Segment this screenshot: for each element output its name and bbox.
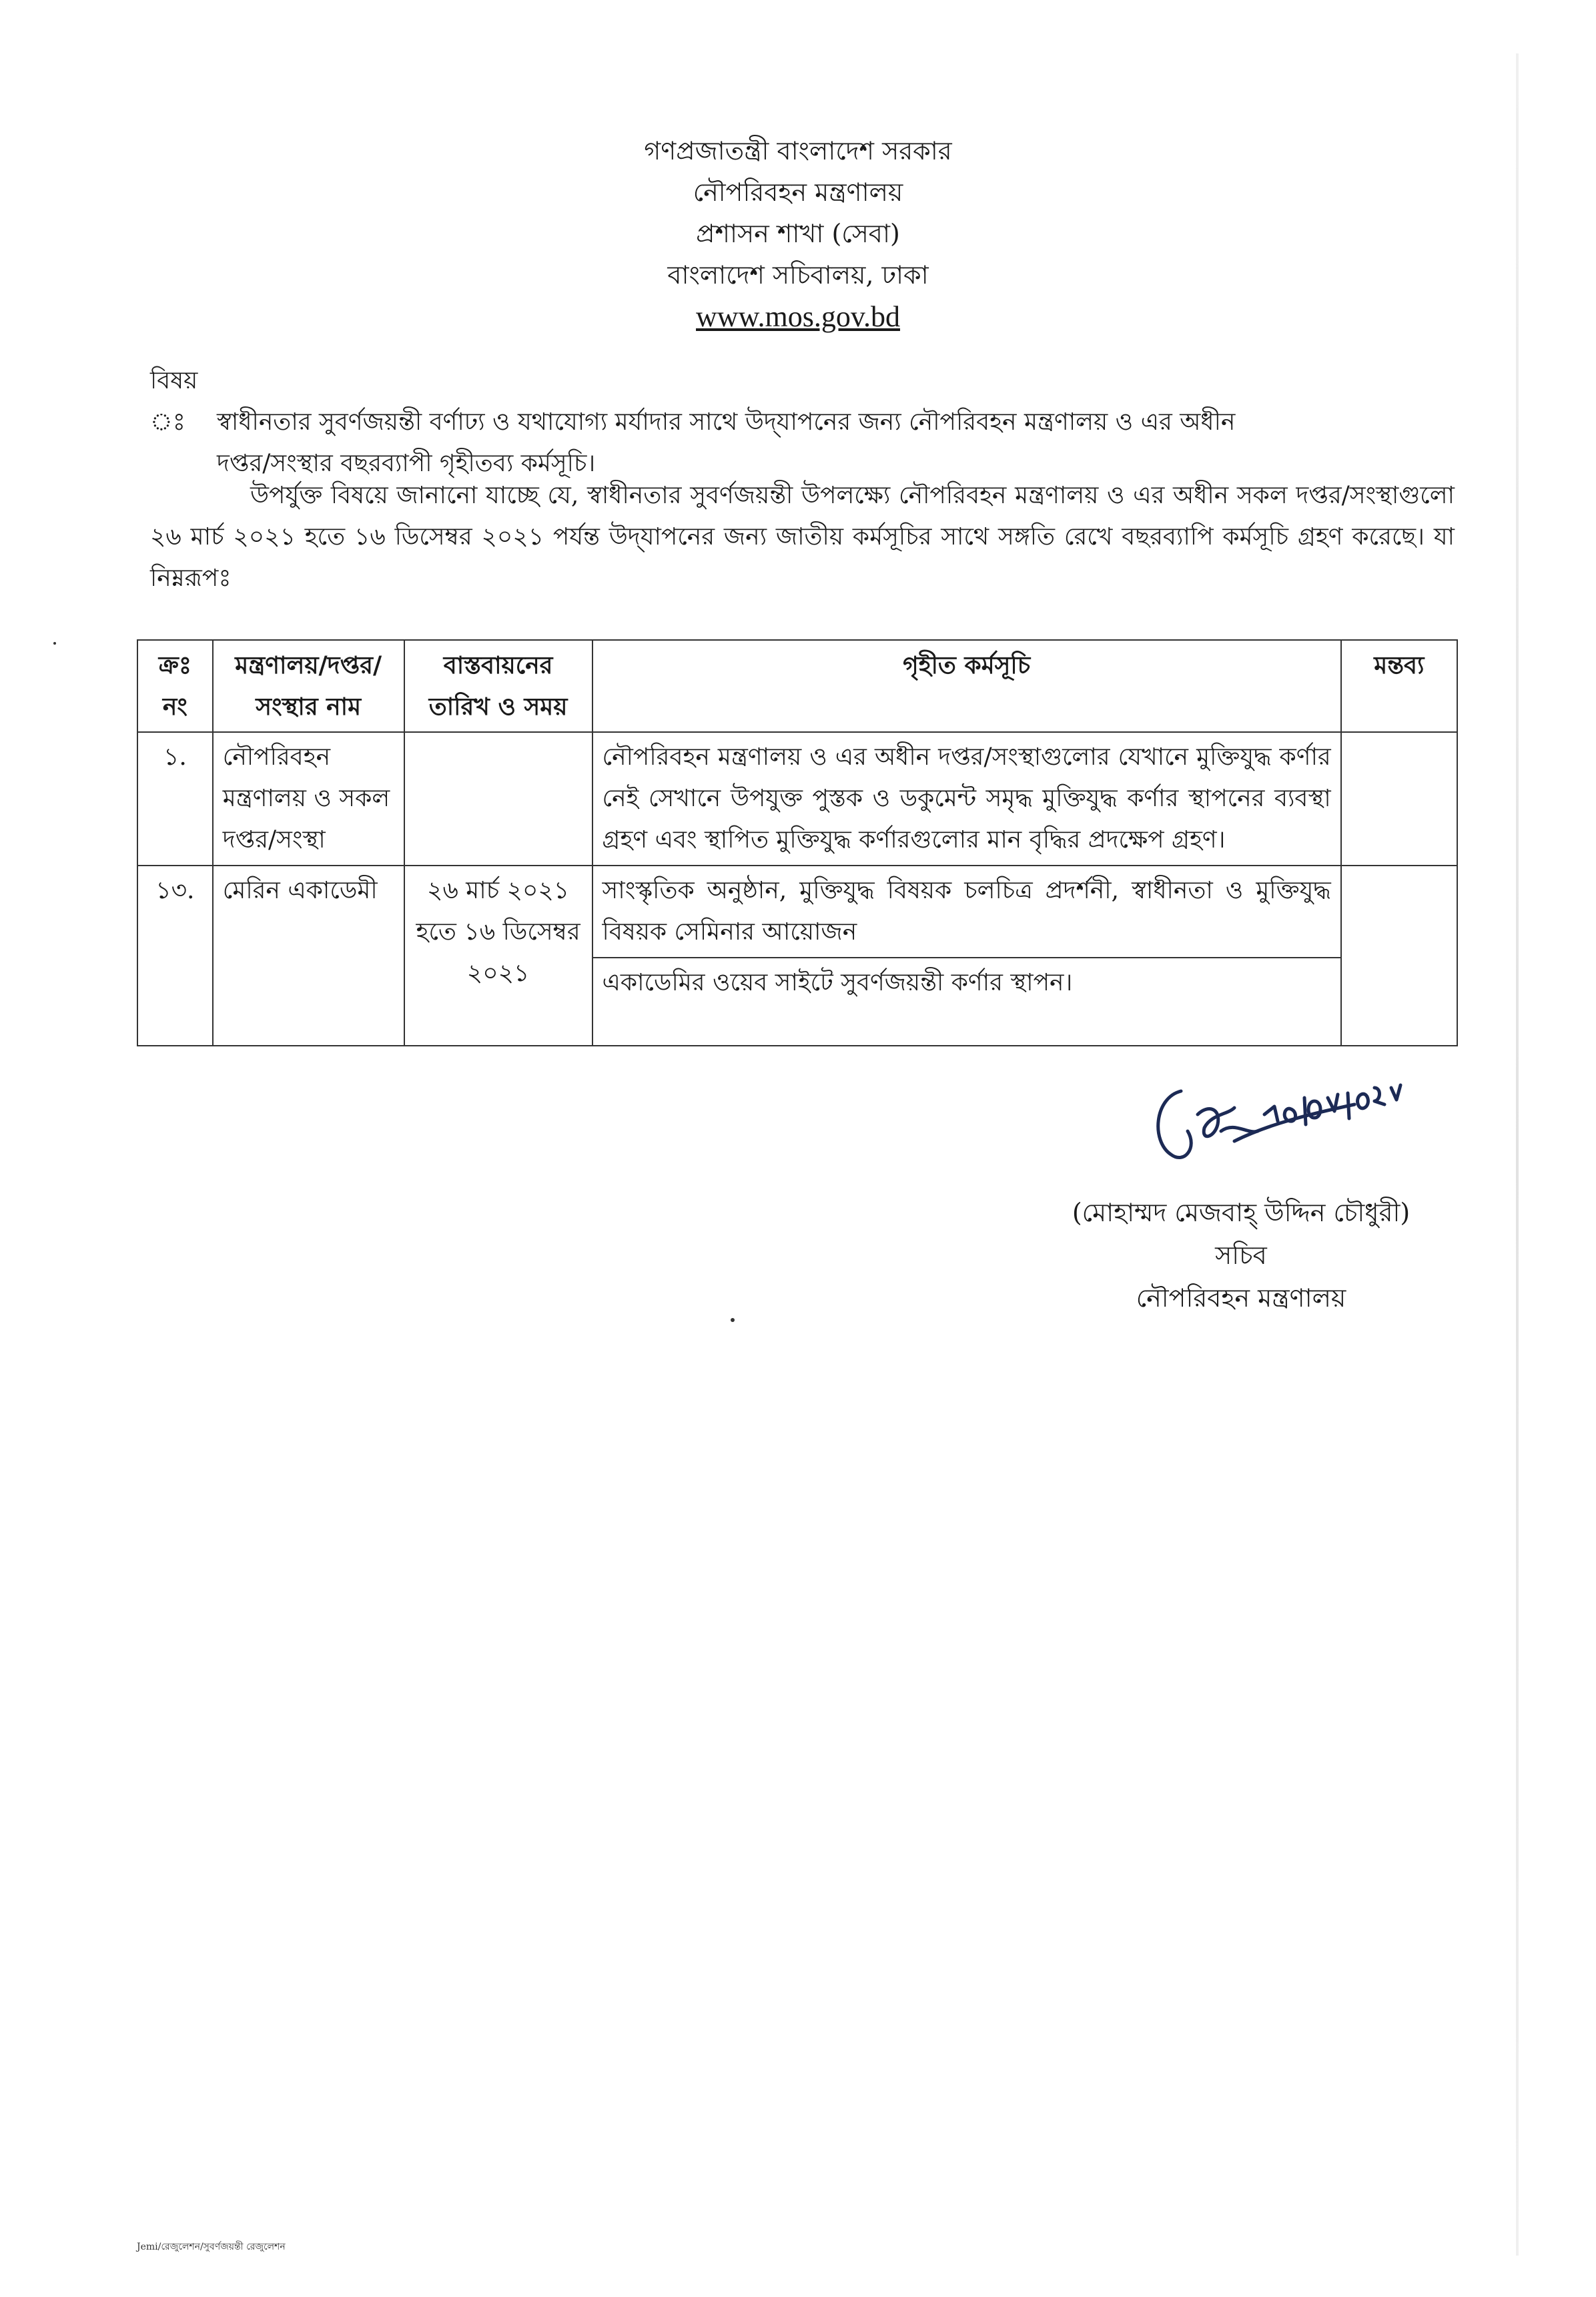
header-serial: ক্রঃ নং xyxy=(137,640,213,732)
signatory-designation: সচিব xyxy=(1215,1241,1267,1270)
body-paragraph: উপর্যুক্ত বিষয়ে জানানো যাচ্ছে যে, স্বাধীনতার সুবর্ণজয়ন্তী উপলক্ষ্যে নৌপরিবহন মন্ত্রণালয় ও এর অধীন সকল দপ্তর/সংস্থাগুলো ২৬ মার্চ ২০২১ হতে ১৬ ডিসেম্বর ২০২১ পর্যন্ত উদ্‌যাপনের জন্য জাতীয় কর্মসূচির সাথে সঙ্গতি রেখে বছরব্যাপি কর্মসূচি গ্রহণ করেছে। যা নিম্নরূপঃ xyxy=(150,482,1455,592)
signatory-office: নৌপরিবহন মন্ত্রণালয় xyxy=(1136,1283,1346,1313)
row-remarks xyxy=(1341,866,1457,1046)
government-name: গণপ্রজাতন্ত্রী বাংলাদেশ সরকার xyxy=(644,136,952,166)
subject-text-1: স্বাধীনতার সুবর্ণজয়ন্তী বর্ণাঢ্য ও যথাযোগ্য মর্যাদার সাথে উদ্‌যাপনের জন্য নৌপরিবহন মন্ত্রণালয় ও এর অধীন xyxy=(217,408,1236,436)
scan-edge-shadow xyxy=(1516,53,1519,2256)
scan-speck xyxy=(53,642,56,645)
header-implementation-date: বাস্তবায়নের তারিখ ও সময় xyxy=(404,640,592,732)
file-reference-footnote: Jemi/রেজুলেশন/সুবর্ণজয়ন্তী রেজুলেশন xyxy=(137,2242,286,2252)
signatory-name: (মোহাম্মদ মেজবাহ্‌ উদ্দিন চৌধুরী) xyxy=(1072,1198,1411,1227)
row-date: ২৬ মার্চ ২০২১ হতে ১৬ ডিসেম্বর ২০২১ xyxy=(404,866,592,1046)
section-name: প্রশাসন শাখা (সেবা) xyxy=(696,219,900,248)
office-address: বাংলাদেশ সচিবালয়, ঢাকা xyxy=(667,260,929,290)
subject-block xyxy=(150,360,1455,484)
row-serial: ১. xyxy=(137,732,213,866)
row-program-item: সাংস্কৃতিক অনুষ্ঠান, মুক্তিযুদ্ধ বিষয়ক চলচিত্র প্রদর্শনী, স্বাধীনতা ও মুক্তিযুদ্ধ বিষয়ক সেমিনার আয়োজন xyxy=(592,866,1341,958)
row-program-item: একাডেমির ওয়েব সাইটে সুবর্ণজয়ন্তী কর্ণার স্থাপন। xyxy=(592,958,1341,1046)
program-table xyxy=(137,639,1458,1046)
scan-speck xyxy=(731,1318,735,1322)
ministry-name: নৌপরিবহন মন্ত্রণালয় xyxy=(693,178,903,207)
table-header-row xyxy=(137,640,1457,732)
table-row xyxy=(137,866,1457,958)
row-serial: ১৩. xyxy=(137,866,213,1046)
table-row xyxy=(137,732,1457,866)
row-remarks xyxy=(1341,732,1457,866)
header-organization: মন্ত্রণালয়/দপ্তর/ সংস্থার নাম xyxy=(213,640,404,732)
letterhead xyxy=(0,130,1596,338)
subject-label: বিষয় ঃ xyxy=(150,367,198,436)
header-program: গৃহীত কর্মসূচি xyxy=(592,640,1341,732)
row-program: নৌপরিবহন মন্ত্রণালয় ও এর অধীন দপ্তর/সংস্থাগুলোর যেখানে মুক্তিযুদ্ধ কর্ণার নেই সেখানে উপযুক্ত পুস্তক ও ডকুমেন্ট সমৃদ্ধ মুক্তিযুদ্ধ কর্ণার স্থাপনের ব্যবস্থা গ্রহণ এবং স্থাপিত মুক্তিযুদ্ধ কর্ণারগুলোর মান বৃদ্ধির প্রদক্ষেপ গ্রহণ। xyxy=(592,732,1341,866)
website-link[interactable]: www.mos.gov.bd xyxy=(696,300,900,333)
row-date xyxy=(404,732,592,866)
subject-line-1 xyxy=(150,360,1455,443)
row-organization: মেরিন একাডেমী xyxy=(213,866,404,1046)
signature-image xyxy=(1134,1068,1468,1188)
subject-line-2: দপ্তর/সংস্থার বছরব্যাপী গৃহীতব্য কর্মসূচি। xyxy=(217,450,596,477)
header-remarks: মন্তব্য xyxy=(1341,640,1457,732)
row-organization: নৌপরিবহন মন্ত্রণালয় ও সকল দপ্তর/সংস্থা xyxy=(213,732,404,866)
signatory-block xyxy=(1028,1191,1455,1319)
